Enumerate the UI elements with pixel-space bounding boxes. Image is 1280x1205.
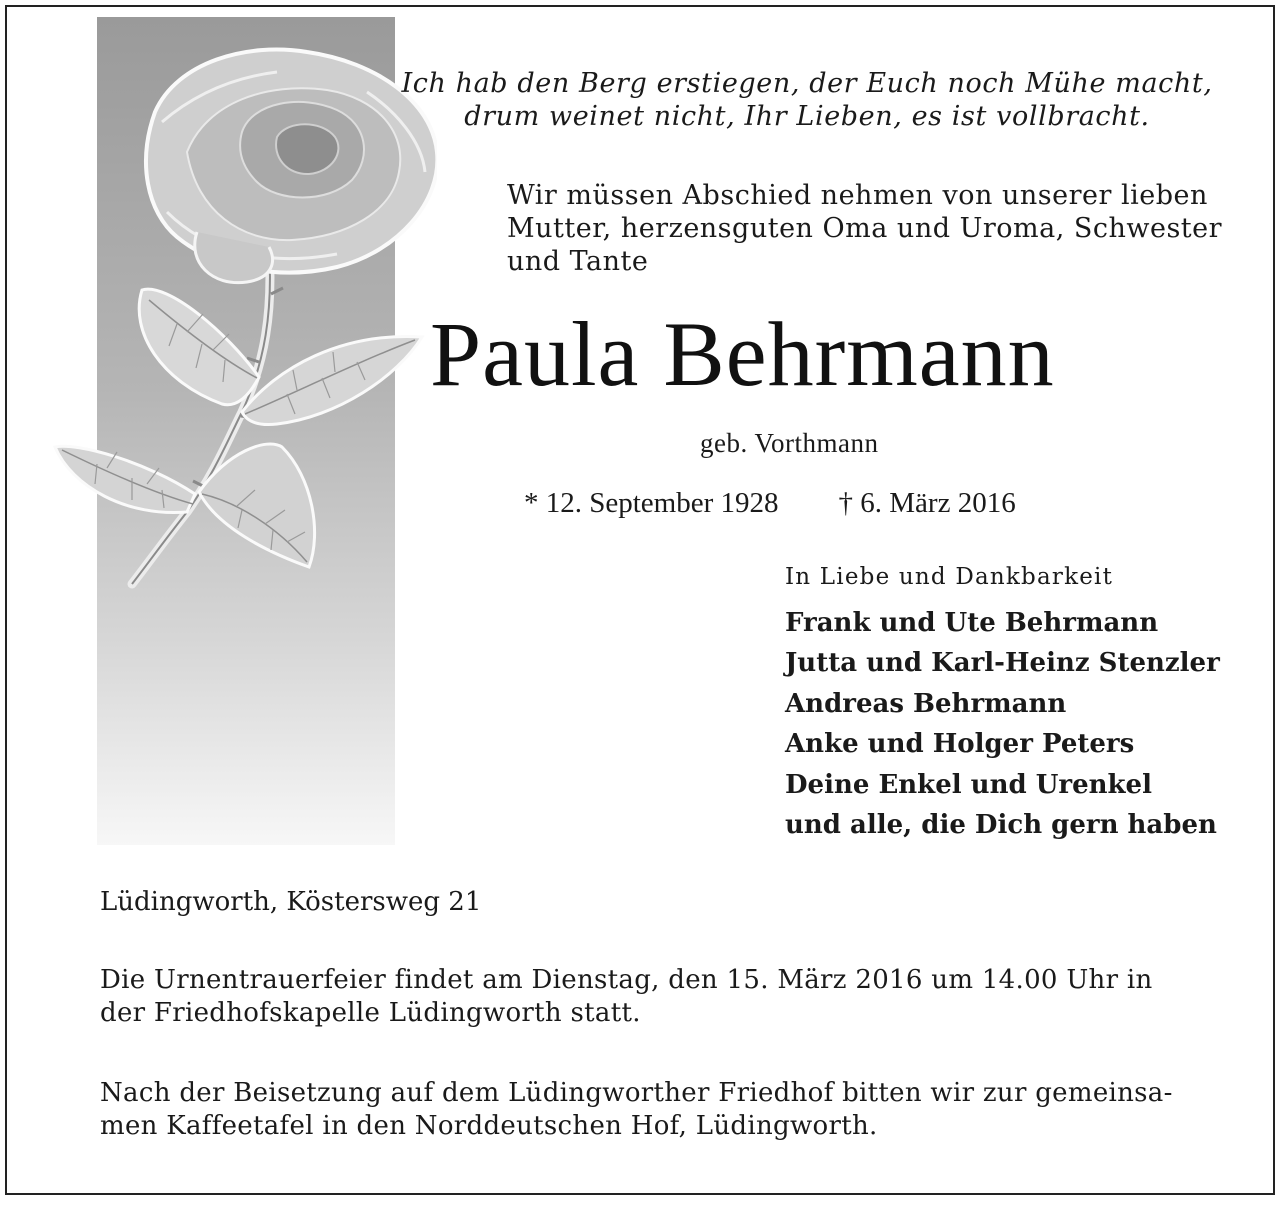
obituary-notice bbox=[5, 5, 1275, 1195]
verse bbox=[387, 67, 1227, 133]
service-line: Die Urnentrauerfeier findet am Dienstag, den 15. März 2016 um 14.00 Uhr in bbox=[100, 965, 1153, 995]
mourner-name: Andreas Behrmann bbox=[785, 688, 1067, 719]
reception-line: Nach der Beisetzung auf dem Lüdingworther Friedhof bitten wir zur gemeinsa- bbox=[100, 1078, 1173, 1108]
life-dates bbox=[524, 485, 1016, 521]
rose-icon bbox=[37, 32, 437, 592]
intro-line: Mutter, herzensguten Oma und Uroma, Schwester bbox=[507, 213, 1223, 244]
mourner-name: Frank und Ute Behrmann bbox=[785, 608, 1159, 638]
intro-line: Wir müssen Abschied nehmen von unserer lieben bbox=[507, 180, 1208, 211]
mourner-name: Deine Enkel und Urenkel bbox=[785, 769, 1152, 800]
reception-line: men Kaffeetafel in den Norddeutschen Hof, Lüdingworth. bbox=[100, 1111, 878, 1141]
intro-text bbox=[507, 179, 1232, 278]
service-line: der Friedhofskapelle Lüdingworth statt. bbox=[100, 998, 641, 1028]
deceased-name: Paula Behrmann bbox=[430, 303, 1055, 405]
reception-info bbox=[100, 1077, 1230, 1143]
birth-date: * 12. September 1928 bbox=[524, 487, 779, 519]
address: Lüdingworth, Köstersweg 21 bbox=[100, 887, 482, 917]
verse-line: drum weinet nicht, Ihr Lieben, es ist vollbracht. bbox=[464, 101, 1150, 132]
maiden-name: geb. Vorthmann bbox=[700, 428, 879, 458]
verse-line: Ich hab den Berg erstiegen, der Euch noch Mühe macht, bbox=[401, 68, 1213, 99]
death-date: † 6. März 2016 bbox=[838, 487, 1016, 519]
gratitude-heading: In Liebe und Dankbarkeit bbox=[785, 564, 1114, 590]
mourner-name: Jutta und Karl-Heinz Stenzler bbox=[785, 648, 1220, 679]
mourner-name: Anke und Holger Peters bbox=[785, 729, 1135, 760]
intro-line: und Tante bbox=[507, 246, 649, 277]
mourner-name: und alle, die Dich gern haben bbox=[785, 810, 1217, 841]
service-info bbox=[100, 964, 1230, 1030]
mourners-list bbox=[785, 603, 1245, 845]
